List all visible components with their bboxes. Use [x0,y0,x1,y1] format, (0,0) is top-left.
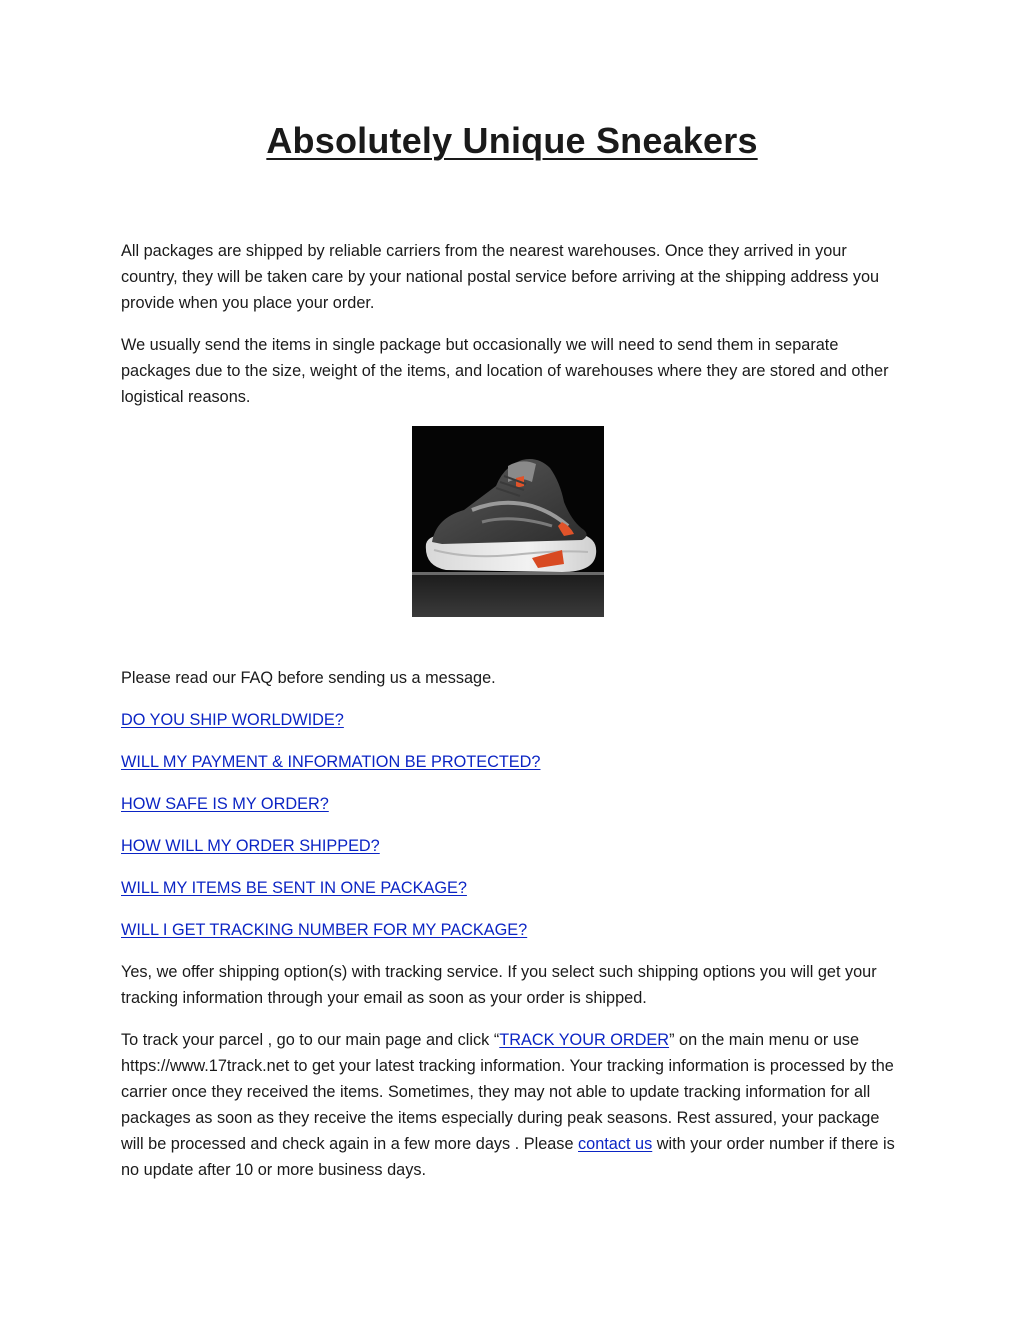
track-text-before: To track your parcel , go to our main page and click “ [121,1031,500,1049]
page-title: Absolutely Unique Sneakers [266,120,758,161]
faq-link-order-shipped[interactable]: HOW WILL MY ORDER SHIPPED? [121,837,380,855]
packages-paragraph: We usually send the items in single package but occasionally we will need to send them in separate packages due to the size, weight of the items, and location of warehouses where they are stored and other logistical reasons. [121,336,889,406]
faq-link-tracking-number[interactable]: WILL I GET TRACKING NUMBER FOR MY PACKAGE? [121,921,528,939]
sneaker-image [412,426,604,617]
contact-us-link[interactable]: contact us [578,1135,653,1153]
track-paragraph [121,1027,906,1183]
tracking-answer: Yes, we offer shipping option(s) with tracking service. If you select such shipping options you will get your tracking information through your email as soon as your order is shipped. [121,963,877,1007]
track-your-order-link[interactable]: TRACK YOUR ORDER [499,1031,670,1049]
shipping-paragraph: All packages are shipped by reliable carriers from the nearest warehouses. Once they arrived in your country, they will be taken care by your national postal service before arriving at the shipping address you provide when you place your order. [121,242,880,312]
faq-link-ship-worldwide[interactable]: DO YOU SHIP WORLDWIDE? [121,711,344,729]
track-text-middle: ” on the main menu or use https://www.17track.net to get your latest tracking information. Your tracking information is processed by the carrier once they received the items. Sometimes, they may not able to update tracking information for all packages as soon as they receive the items especially during peak seasons. Rest assured, your package will be processed and check again in a few more days . Please [121,1031,894,1153]
track-text-after: with your order number if there is no update after 10 or more business days. [121,1135,895,1179]
content-body [121,238,906,1199]
faq-link-order-safe[interactable]: HOW SAFE IS MY ORDER? [121,795,329,813]
faq-intro: Please read our FAQ before sending us a message. [121,669,496,687]
sneaker-photo-icon [412,426,604,617]
faq-link-one-package[interactable]: WILL MY ITEMS BE SENT IN ONE PACKAGE? [121,879,467,897]
faq-link-payment-protected[interactable]: WILL MY PAYMENT & INFORMATION BE PROTECTED? [121,753,541,771]
